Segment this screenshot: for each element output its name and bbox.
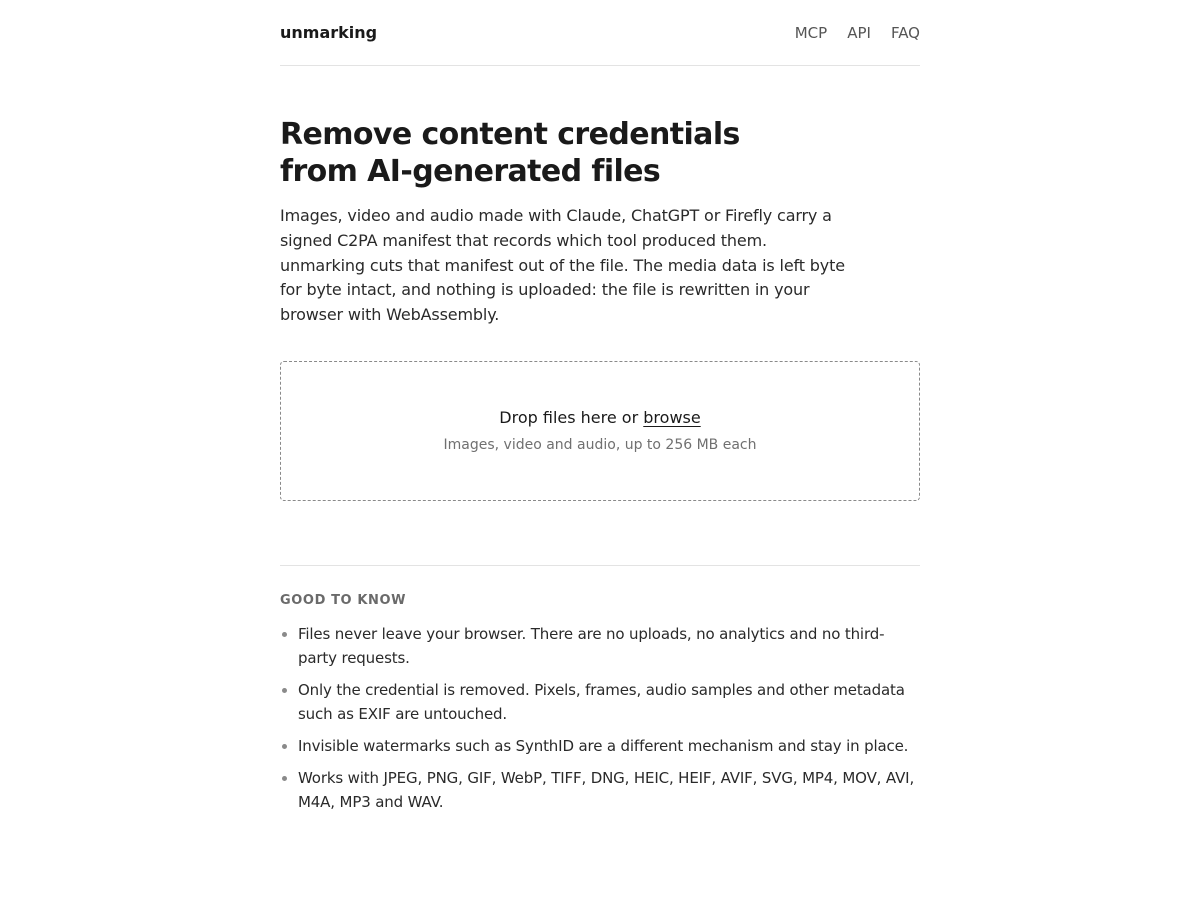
list-item: [280, 678, 920, 726]
dropzone-hint: Images, video and audio, up to 256 MB each: [443, 437, 757, 454]
page-title-line-1: Remove content credentials: [280, 117, 740, 152]
brand-logo-link[interactable]: unmarking: [280, 23, 378, 42]
good-to-know-heading: GOOD TO KNOW: [280, 592, 407, 608]
dropzone-prompt: [499, 408, 700, 427]
list-item: [280, 622, 920, 670]
intro-paragraph: Images, video and audio made with Claude, ChatGPT or Firefly carry a signed C2PA manifest that records which tool produced them. unmarking cuts that manifest out of the file. The media data is left byte for byte intact, and nothing is uploaded: the file is rewritten in your browser with WebAssembly.: [280, 206, 845, 325]
list-item: [280, 734, 920, 758]
bullet-icon: [282, 776, 287, 781]
main-content: [280, 116, 920, 814]
bullet-icon: [282, 744, 287, 749]
list-item: [280, 766, 920, 814]
nav-link-faq[interactable]: FAQ: [890, 23, 920, 42]
list-item-text: Only the credential is removed. Pixels, frames, audio samples and other metadata such as EXIF are untouched.: [298, 680, 905, 723]
good-to-know-section: [280, 593, 920, 814]
bullet-icon: [282, 688, 287, 693]
section-divider: [280, 565, 920, 566]
dropzone-prompt-text: Drop files here or: [499, 408, 639, 428]
nav-link-api[interactable]: API: [847, 23, 871, 42]
nav-link-mcp[interactable]: MCP: [794, 23, 828, 42]
top-nav: [795, 24, 920, 42]
list-item-text: Works with JPEG, PNG, GIF, WebP, TIFF, DNG, HEIC, HEIF, AVIF, SVG, MP4, MOV, AVI, M4A, MP3 and WAV.: [298, 768, 915, 811]
browse-link[interactable]: browse: [643, 408, 701, 428]
page-title-line-2: from AI-generated files: [280, 154, 661, 189]
page-title: [280, 116, 880, 190]
list-item-text: Invisible watermarks such as SynthID are a different mechanism and stay in place.: [298, 736, 909, 755]
bullet-icon: [282, 632, 287, 637]
page-container: [280, 0, 920, 814]
file-dropzone[interactable]: [280, 361, 920, 501]
site-header: [280, 0, 920, 66]
list-item-text: Files never leave your browser. There are no uploads, no analytics and no third-party requests.: [298, 624, 885, 667]
good-to-know-list: [280, 622, 920, 814]
